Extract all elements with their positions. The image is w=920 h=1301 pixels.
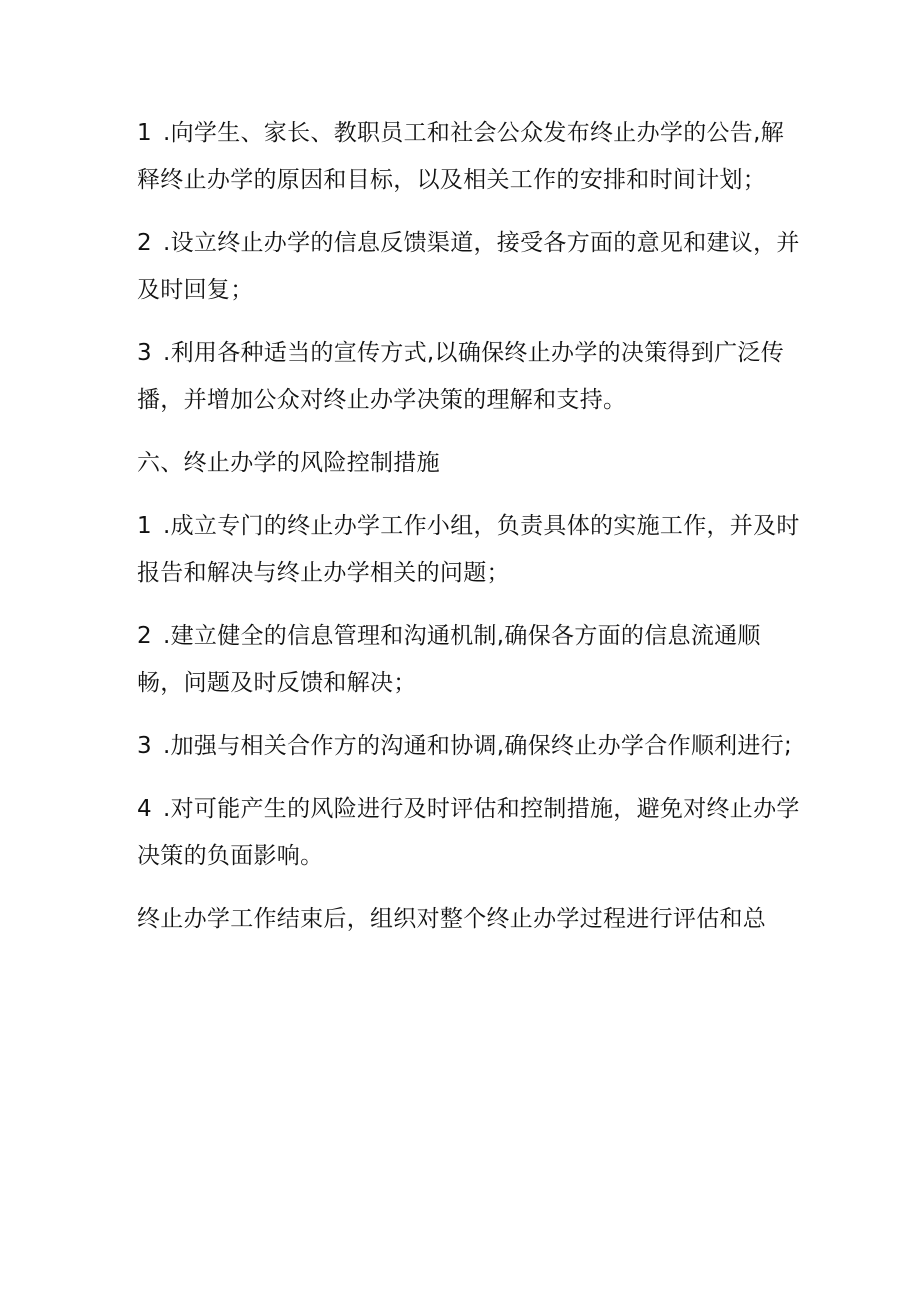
list-item [137,330,802,424]
document-body [137,110,802,959]
item-text: .对可能产生的风险进行及时评估和控制措施，避免对终止办学决策的负面影响。 [137,796,800,869]
list-item [137,110,802,204]
item-text: .向学生、家长、教职员工和社会公众发布终止办学的公告,解释终止办学的原因和目标，以及相关工作的安排和时间计划； [137,120,785,193]
item-text: .成立专门的终止办学工作小组，负责具体的实施工作，并及时报告和解决与终止办学相关的问题； [137,513,800,586]
list-item [137,786,802,880]
section-heading [137,440,802,487]
item-number: 1 [137,513,152,539]
item-text: .建立健全的信息管理和沟通机制,确保各方面的信息流通顺畅，问题及时反馈和解决； [137,623,761,696]
list-item [137,220,802,314]
item-number: 4 [137,796,152,822]
item-text: .加强与相关合作方的沟通和协调,确保终止办学合作顺利进行; [163,733,793,759]
list-item [137,503,802,597]
list-item [137,723,802,770]
item-text: .设立终止办学的信息反馈渠道，接受各方面的意见和建议，并及时回复； [137,230,800,303]
closing-paragraph [137,896,802,943]
item-number: 3 [137,340,152,366]
item-number: 1 [137,120,152,146]
paragraph-text: 终止办学工作结束后，组织对整个终止办学过程进行评估和总 [137,906,767,932]
item-number: 3 [137,733,152,759]
list-item [137,613,802,707]
heading-text: 六、终止办学的风险控制措施 [137,450,440,476]
item-text: .利用各种适当的宣传方式,以确保终止办学的决策得到广泛传播，并增加公众对终止办学决策的理解和支持。 [137,340,785,413]
item-number: 2 [137,230,152,256]
item-number: 2 [137,623,152,649]
